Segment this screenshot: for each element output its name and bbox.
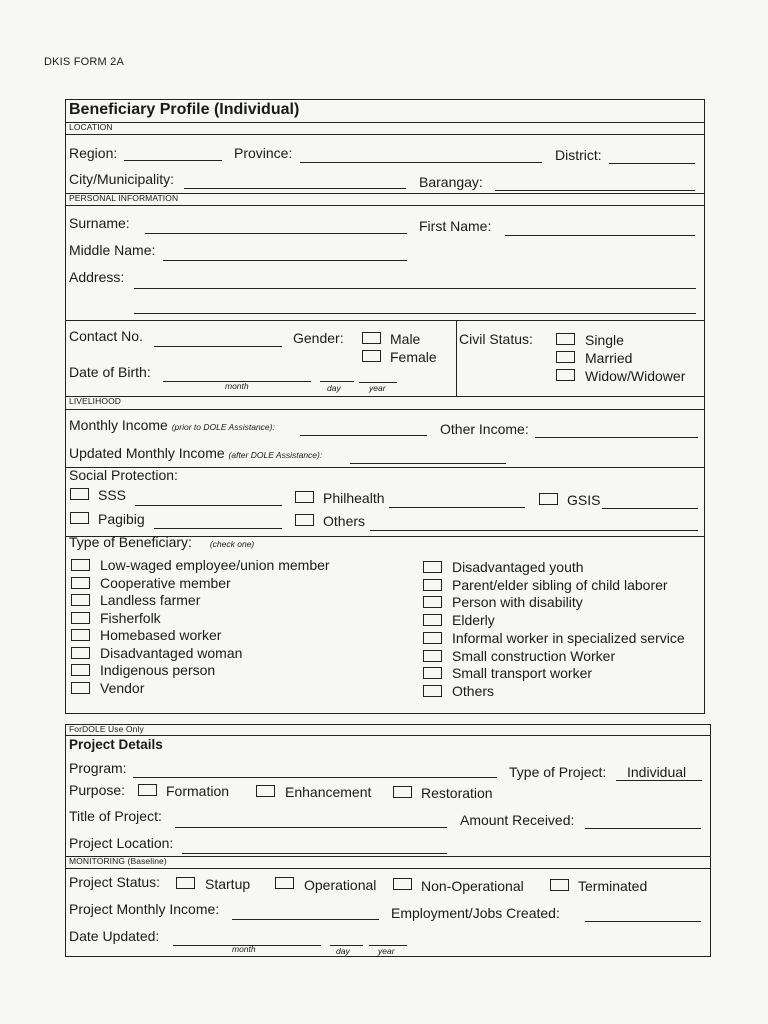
type-of-project-field [616, 780, 702, 781]
employment-label: Employment/Jobs Created: [391, 905, 560, 921]
divider [65, 735, 711, 736]
divider [65, 320, 705, 321]
divider [65, 205, 705, 206]
gsis-field[interactable] [602, 508, 698, 509]
beneficiary-type-note: (check one) [209, 539, 255, 549]
type-of-project-value[interactable]: Individual [627, 764, 687, 780]
surname-label: Surname: [69, 215, 130, 231]
dob-month-caption: month [225, 381, 249, 391]
sss-label: SSS [98, 487, 127, 503]
civil-status-label: Civil Status: [459, 331, 533, 347]
date-month-caption: month [232, 944, 256, 954]
district-label: District: [555, 147, 602, 163]
status-startup-label: Startup [205, 876, 251, 892]
program-label: Program: [69, 760, 127, 776]
surname-field[interactable] [145, 233, 407, 234]
purpose-enhancement-label: Enhancement [285, 784, 372, 800]
sp-others-checkbox[interactable] [295, 514, 314, 526]
philhealth-label: Philhealth [323, 490, 385, 506]
updated-income-label [69, 445, 322, 461]
form-title: Beneficiary Profile (Individual) [69, 101, 300, 118]
region-field[interactable] [124, 160, 222, 161]
form-code: DKIS FORM 2A [44, 56, 125, 68]
project-monthly-income-label: Project Monthly Income: [69, 901, 220, 917]
purpose-enhancement-checkbox[interactable] [256, 785, 275, 797]
civil-single-checkbox[interactable] [556, 333, 575, 345]
social-protection-label: Social Protection: [69, 467, 178, 483]
first-name-field[interactable] [505, 235, 695, 236]
first-name-label: First Name: [419, 218, 492, 234]
beneficiary-profile-box [65, 99, 705, 714]
beneficiary-type-text: Type of Beneficiary: [69, 534, 192, 550]
purpose-restoration-checkbox[interactable] [393, 786, 412, 798]
monthly-income-text: Monthly Income [69, 417, 168, 433]
divider [65, 409, 705, 410]
beneficiary-type-option: Homebased worker [100, 627, 222, 643]
type-of-project-label: Type of Project: [509, 764, 607, 780]
pagibig-checkbox[interactable] [70, 512, 89, 524]
dob-day-caption: day [327, 383, 341, 393]
beneficiary-type-checkbox[interactable] [423, 561, 442, 573]
beneficiary-type-option: Others [452, 682, 495, 699]
purpose-restoration-label: Restoration [421, 785, 493, 801]
beneficiary-type-checkbox[interactable] [71, 577, 90, 589]
monthly-income-field[interactable] [300, 435, 427, 436]
date-year-caption: year [378, 946, 395, 956]
beneficiary-type-checkbox[interactable] [423, 596, 442, 608]
gender-label: Gender: [293, 330, 344, 346]
purpose-label: Purpose: [69, 782, 126, 798]
dob-day-field[interactable] [320, 381, 354, 382]
project-location-label: Project Location: [69, 835, 174, 851]
updated-income-text: Updated Monthly Income [69, 445, 225, 461]
status-operational-label: Operational [304, 877, 377, 893]
project-details-title: Project Details [69, 737, 163, 752]
divider [65, 122, 705, 123]
beneficiary-type-checkbox[interactable] [423, 579, 442, 591]
status-non-operational-label: Non-Operational [421, 878, 524, 894]
district-field[interactable] [609, 163, 695, 164]
philhealth-field[interactable] [389, 507, 525, 508]
divider [65, 396, 705, 397]
beneficiary-type-label [69, 534, 254, 550]
updated-income-note: (after DOLE Assistance): [228, 450, 323, 460]
beneficiary-type-checkbox[interactable] [71, 594, 90, 606]
pagibig-field[interactable] [154, 528, 282, 529]
contact-label: Contact No. [69, 328, 143, 344]
gsis-checkbox[interactable] [539, 493, 558, 505]
sp-others-label: Others [323, 513, 366, 529]
civil-widow-label: Widow/Widower [585, 368, 686, 384]
civil-married-label: Married [585, 350, 633, 366]
beneficiary-type-checkbox[interactable] [71, 612, 90, 624]
beneficiary-type-checkbox[interactable] [71, 682, 90, 694]
philhealth-checkbox[interactable] [295, 491, 314, 503]
amount-received-label: Amount Received: [460, 812, 575, 828]
middle-name-label: Middle Name: [69, 242, 156, 258]
beneficiary-type-checkbox[interactable] [71, 559, 90, 571]
region-label: Region: [69, 145, 118, 161]
location-header: LOCATION [69, 122, 113, 132]
project-monthly-income-field[interactable] [232, 919, 379, 920]
personal-info-header: PERSONAL INFORMATION [69, 193, 179, 203]
updated-income-field[interactable] [350, 463, 506, 464]
beneficiary-type-option: Disadvantaged youth [452, 559, 584, 575]
civil-married-checkbox[interactable] [556, 351, 575, 363]
beneficiary-type-checkbox[interactable] [423, 667, 442, 679]
beneficiary-type-option: Disadvantaged woman [100, 644, 243, 661]
beneficiary-type-checkbox[interactable] [423, 632, 442, 644]
beneficiary-type-option: Parent/elder sibling of child laborer [452, 576, 668, 593]
project-status-label: Project Status: [69, 874, 161, 890]
employment-field[interactable] [585, 921, 701, 922]
beneficiary-type-checkbox[interactable] [423, 650, 442, 662]
middle-name-field[interactable] [163, 260, 407, 261]
status-non-operational-checkbox[interactable] [393, 878, 412, 890]
beneficiary-type-option: Indigenous person [100, 662, 216, 678]
sss-checkbox[interactable] [70, 488, 89, 500]
other-income-label: Other Income: [440, 421, 529, 437]
dob-label: Date of Birth: [69, 364, 151, 380]
title-of-project-label: Title of Project: [69, 808, 162, 824]
status-operational-checkbox[interactable] [275, 877, 294, 889]
beneficiary-type-checkbox[interactable] [423, 614, 442, 626]
purpose-formation-label: Formation [166, 783, 230, 799]
beneficiary-type-option: Fisherfolk [100, 609, 161, 626]
purpose-formation-checkbox[interactable] [138, 784, 157, 796]
beneficiary-type-option: Cooperative member [100, 574, 231, 591]
beneficiary-type-option: Low-waged employee/union member [100, 557, 330, 573]
city-field[interactable] [184, 188, 406, 189]
civil-widow-checkbox[interactable] [556, 369, 575, 381]
beneficiary-type-option: Landless farmer [100, 592, 201, 608]
dole-header: ForDOLE Use Only [69, 724, 144, 734]
beneficiary-type-checkbox[interactable] [71, 647, 90, 659]
beneficiary-type-checkbox[interactable] [423, 685, 442, 697]
divider [65, 868, 711, 869]
livelihood-header: LIVELIHOOD [69, 396, 122, 406]
beneficiary-type-option: Person with disability [452, 594, 583, 611]
status-startup-checkbox[interactable] [176, 877, 195, 889]
monitoring-header: MONITORING (Baseline) [69, 856, 167, 866]
divider [65, 134, 705, 135]
address-label: Address: [69, 269, 125, 285]
pagibig-label: Pagibig [98, 511, 145, 527]
address-field-line2[interactable] [134, 313, 696, 314]
status-terminated-label: Terminated [578, 878, 648, 894]
date-updated-label: Date Updated: [69, 928, 160, 944]
beneficiary-type-option: Small construction Worker [452, 647, 616, 664]
other-income-field[interactable] [535, 437, 698, 438]
address-field-line1[interactable] [134, 288, 696, 289]
province-label: Province: [234, 145, 293, 161]
civil-single-label: Single [585, 332, 624, 348]
province-field[interactable] [300, 162, 542, 163]
gsis-label: GSIS [567, 492, 601, 508]
gender-male-label: Male [390, 331, 421, 347]
city-label: City/Municipality: [69, 171, 175, 187]
divider [456, 320, 457, 397]
gender-female-checkbox[interactable] [362, 350, 381, 362]
beneficiary-type-option: Elderly [452, 612, 495, 629]
project-location-field[interactable] [182, 853, 447, 854]
beneficiary-type-option: Vendor [100, 679, 145, 696]
status-terminated-checkbox[interactable] [550, 879, 569, 891]
beneficiary-type-option: Informal worker in specialized service [452, 629, 685, 646]
gender-male-checkbox[interactable] [362, 332, 381, 344]
date-day-caption: day [336, 946, 350, 956]
barangay-field[interactable] [495, 190, 695, 191]
beneficiary-type-checkbox[interactable] [71, 664, 90, 676]
beneficiary-type-checkbox[interactable] [71, 629, 90, 641]
monthly-income-note: (prior to DOLE Assistance): [171, 422, 275, 432]
beneficiary-type-option: Small transport worker [452, 665, 593, 682]
sp-others-field[interactable] [370, 530, 698, 531]
title-of-project-field[interactable] [175, 827, 447, 828]
program-field[interactable] [133, 777, 497, 778]
gender-female-label: Female [390, 349, 437, 365]
sss-field[interactable] [135, 505, 282, 506]
monthly-income-label [69, 417, 275, 433]
amount-received-field[interactable] [585, 828, 701, 829]
dob-year-caption: year [369, 383, 386, 393]
contact-field[interactable] [154, 346, 282, 347]
barangay-label: Barangay: [419, 174, 483, 190]
